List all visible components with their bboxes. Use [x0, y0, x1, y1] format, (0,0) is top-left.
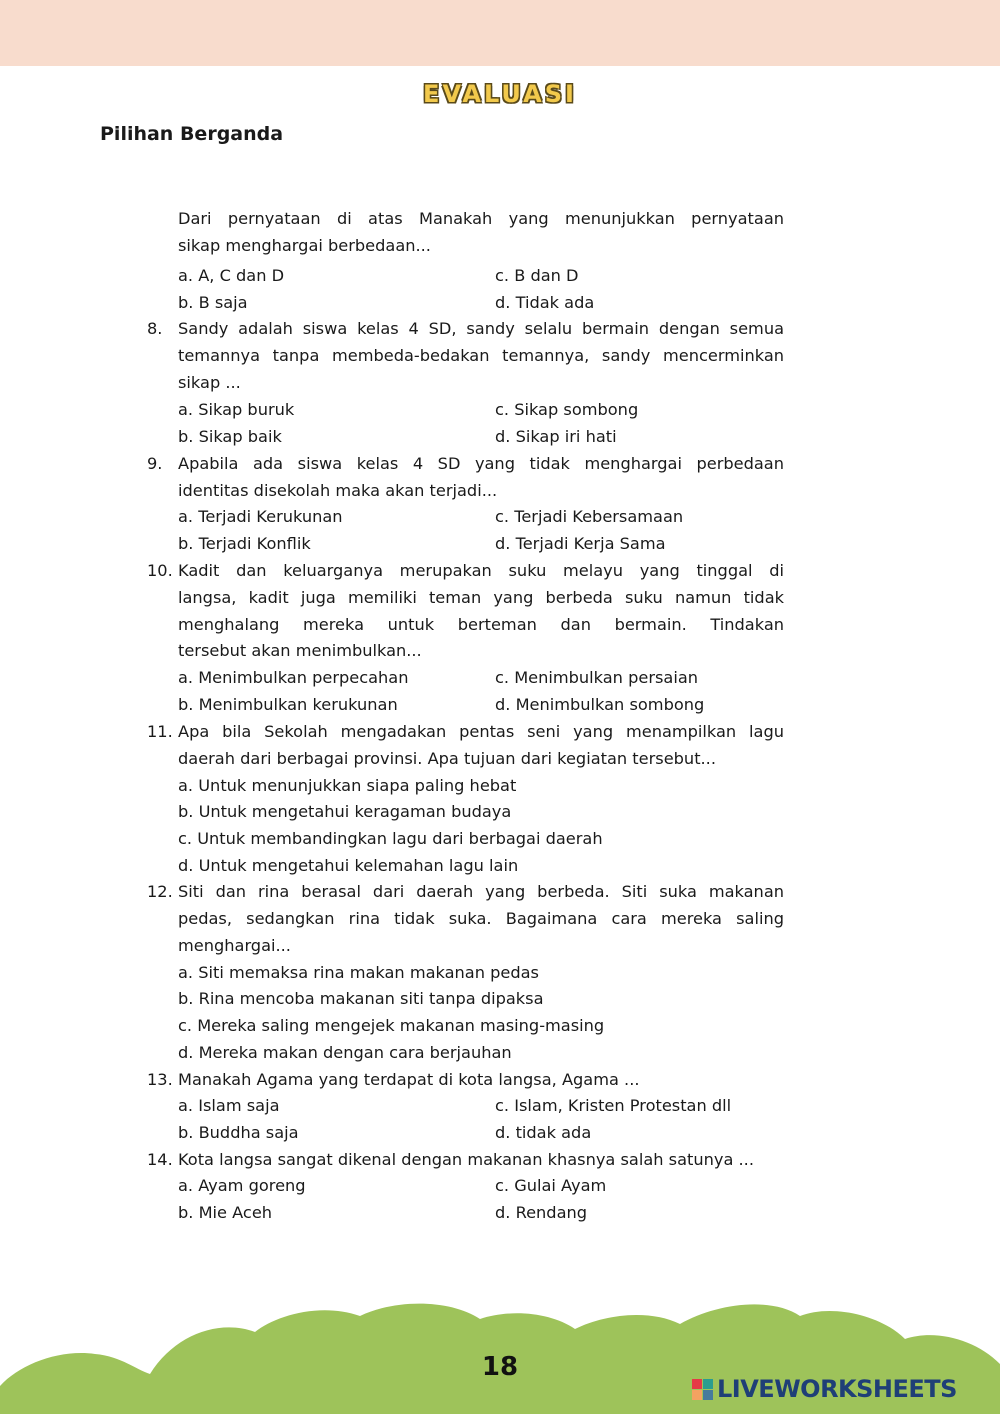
answer-option[interactable]: c. Mereka saling mengejek makanan masing-masing — [178, 1016, 605, 1035]
answer-option[interactable]: a. A, C dan D — [178, 266, 285, 285]
answer-option[interactable]: a. Siti memaksa rina makan makanan pedas — [178, 963, 539, 982]
answer-option[interactable]: a. Terjadi Kerukunan — [178, 507, 343, 526]
answer-option[interactable]: c. Menimbulkan persaian — [495, 668, 699, 687]
answer-option[interactable]: d. Terjadi Kerja Sama — [495, 534, 666, 553]
answer-option[interactable]: a. Menimbulkan perpecahan — [178, 668, 409, 687]
question-number: 11. — [147, 722, 173, 741]
question-text-line: Manakah Agama yang terdapat di kota langsa, Agama ... — [178, 1070, 640, 1089]
answer-option[interactable]: d. Tidak ada — [495, 293, 595, 312]
question-text-line: temannya tanpa membeda-bedakan temannya, sandy mencerminkan — [178, 346, 784, 365]
answer-option[interactable]: d. Menimbulkan sombong — [495, 695, 705, 714]
answer-option[interactable]: d. Untuk mengetahui kelemahan lagu lain — [178, 856, 519, 875]
question-text-line: Kadit dan keluarganya merupakan suku melayu yang tinggal di — [178, 561, 784, 580]
page-title: EVALUASI — [423, 80, 577, 108]
answer-option[interactable]: c. B dan D — [495, 266, 579, 285]
answer-option[interactable]: b. Terjadi Konflik — [178, 534, 311, 553]
answer-option[interactable]: c. Terjadi Kebersamaan — [495, 507, 684, 526]
answer-option[interactable]: a. Islam saja — [178, 1096, 280, 1115]
answer-option[interactable]: d. tidak ada — [495, 1123, 592, 1142]
question-text-line: Siti dan rina berasal dari daerah yang berbeda. Siti suka makanan — [178, 882, 784, 901]
question-text-line: Sandy adalah siswa kelas 4 SD, sandy selalu bermain dengan semua — [178, 319, 784, 338]
answer-option[interactable]: d. Sikap iri hati — [495, 427, 617, 446]
answer-option[interactable]: d. Rendang — [495, 1203, 588, 1222]
answer-option[interactable]: a. Sikap buruk — [178, 400, 295, 419]
question-number: 12. — [147, 882, 173, 901]
brand-name: LIVEWORKSHEETS — [717, 1375, 957, 1403]
liveworksheets-brand[interactable] — [692, 1374, 957, 1404]
question-text-line: Kota langsa sangat dikenal dengan makanan khasnya salah satunya ... — [178, 1150, 754, 1169]
question-text-line: pedas, sedangkan rina tidak suka. Bagaimana cara mereka saling — [178, 909, 784, 928]
question-text-line: menghargai... — [178, 936, 291, 955]
question-7-text-line: Dari pernyataan di atas Manakah yang menunjukkan pernyataan — [178, 209, 784, 228]
answer-option[interactable]: b. Buddha saja — [178, 1123, 299, 1142]
answer-option[interactable]: a. Ayam goreng — [178, 1176, 306, 1195]
question-text-line: tersebut akan menimbulkan... — [178, 641, 422, 660]
question-number: 8. — [147, 319, 163, 338]
answer-option[interactable]: c. Islam, Kristen Protestan dll — [495, 1096, 732, 1115]
answer-option[interactable]: c. Sikap sombong — [495, 400, 639, 419]
question-text-line: Apa bila Sekolah mengadakan pentas seni yang menampilkan lagu — [178, 722, 784, 741]
question-text-line: menghalang mereka untuk berteman dan bermain. Tindakan — [178, 615, 784, 634]
question-number: 9. — [147, 454, 163, 473]
answer-option[interactable]: b. Sikap baik — [178, 427, 282, 446]
answer-option[interactable]: b. Rina mencoba makanan siti tanpa dipaksa — [178, 989, 544, 1008]
answer-option[interactable]: b. B saja — [178, 293, 248, 312]
answer-option[interactable]: b. Menimbulkan kerukunan — [178, 695, 398, 714]
answer-option[interactable]: a. Untuk menunjukkan siapa paling hebat — [178, 776, 517, 795]
page-number: 18 — [481, 1352, 519, 1382]
question-7-text-line: sikap menghargai berbedaan... — [178, 236, 431, 255]
answer-option[interactable]: c. Gulai Ayam — [495, 1176, 607, 1195]
question-text-line: Apabila ada siswa kelas 4 SD yang tidak menghargai perbedaan — [178, 454, 784, 473]
question-number: 10. — [147, 561, 173, 580]
answer-option[interactable]: d. Mereka makan dengan cara berjauhan — [178, 1043, 512, 1062]
question-text-line: sikap ... — [178, 373, 241, 392]
top-band — [0, 0, 1000, 66]
section-title: Pilihan Berganda — [100, 123, 284, 145]
answer-option[interactable]: b. Mie Aceh — [178, 1203, 273, 1222]
liveworksheets-logo-icon — [692, 1379, 713, 1400]
answer-option[interactable]: b. Untuk mengetahui keragaman budaya — [178, 802, 512, 821]
question-number: 13. — [147, 1070, 173, 1089]
question-text-line: langsa, kadit juga memiliki teman yang berbeda suku namun tidak — [178, 588, 784, 607]
question-text-line: daerah dari berbagai provinsi. Apa tujuan dari kegiatan tersebut... — [178, 749, 716, 768]
answer-option[interactable]: c. Untuk membandingkan lagu dari berbagai daerah — [178, 829, 603, 848]
question-number: 14. — [147, 1150, 173, 1169]
question-text-line: identitas disekolah maka akan terjadi... — [178, 481, 498, 500]
